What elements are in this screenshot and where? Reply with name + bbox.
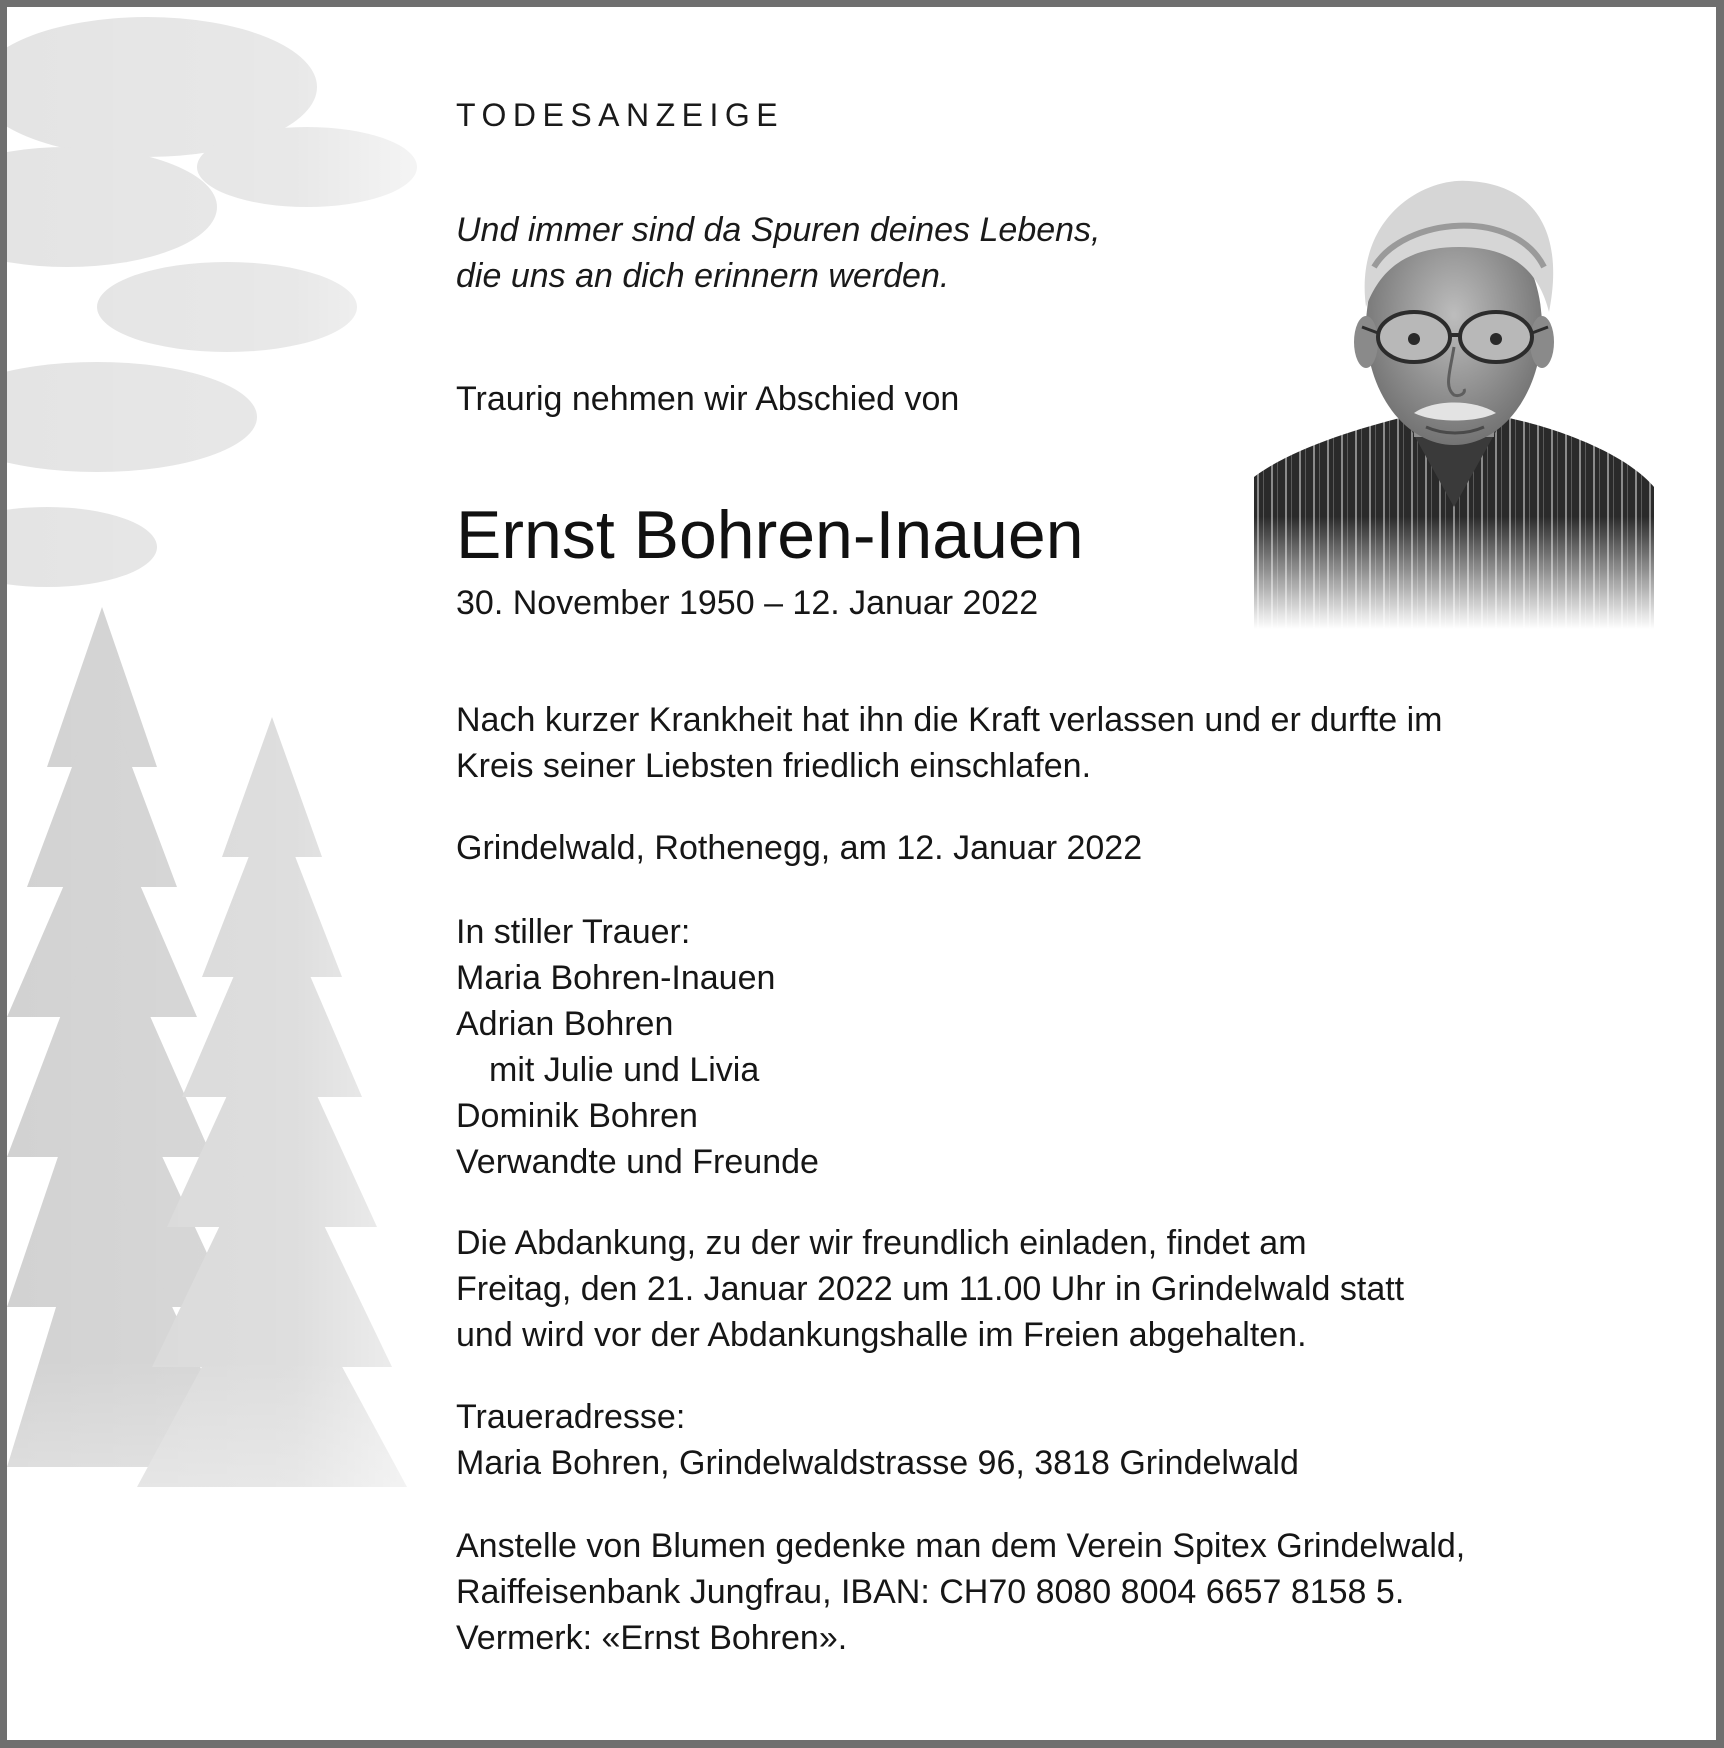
illness-paragraph <box>456 697 1442 789</box>
paragraph-line: Kreis seiner Liebsten friedlich einschlafen. <box>456 747 1092 785</box>
address-heading: Traueradresse: <box>456 1398 686 1436</box>
paragraph-line: Nach kurzer Krankheit hat ihn die Kraft verlassen und er durfte im <box>456 701 1443 739</box>
donation-paragraph <box>456 1523 1465 1661</box>
mourner-name: Verwandte und Freunde <box>456 1143 819 1181</box>
obituary-notice <box>7 7 1716 1740</box>
deceased-name: Ernst Bohren-Inauen <box>456 497 1084 573</box>
mourner-name: Adrian Bohren <box>456 1005 674 1043</box>
address-line: Maria Bohren, Grindelwaldstrasse 96, 3818 Grindelwald <box>456 1444 1299 1482</box>
paragraph-line: Freitag, den 21. Januar 2022 um 11.00 Uhr in Grindelwald statt <box>456 1270 1405 1308</box>
paragraph-line: Die Abdankung, zu der wir freundlich einladen, findet am <box>456 1224 1307 1262</box>
fir-tree-background-image <box>7 7 527 1740</box>
mourners-list <box>456 909 819 1185</box>
mourner-name: mit Julie und Livia <box>489 1051 760 1089</box>
paragraph-line: Anstelle von Blumen gedenke man dem Verein Spitex Grindelwald, <box>456 1527 1466 1565</box>
life-dates: 30. November 1950 – 12. Januar 2022 <box>456 584 1039 622</box>
portrait-photo <box>1254 177 1654 629</box>
intro-text: Traurig nehmen wir Abschied von <box>456 380 960 418</box>
paragraph-line: Vermerk: «Ernst Bohren». <box>456 1619 848 1657</box>
ceremony-paragraph <box>456 1220 1404 1358</box>
paragraph-line: Raiffeisenbank Jungfrau, IBAN: CH70 8080 8004 6657 8158 5. <box>456 1573 1405 1611</box>
notice-type-label: TODESANZEIGE <box>456 97 785 133</box>
paragraph-line: und wird vor der Abdankungshalle im Freien abgehalten. <box>456 1316 1307 1354</box>
mourners-heading: In stiller Trauer: <box>456 913 691 951</box>
mourner-name: Maria Bohren-Inauen <box>456 959 776 997</box>
quote-line: die uns an dich erinnern werden. <box>456 257 950 295</box>
mourner-name: Dominik Bohren <box>456 1097 698 1135</box>
quote-line: Und immer sind da Spuren deines Lebens, <box>456 211 1101 249</box>
memorial-quote <box>456 207 1101 299</box>
mourning-address <box>456 1394 1299 1486</box>
place-and-date: Grindelwald, Rothenegg, am 12. Januar 2022 <box>456 829 1143 867</box>
